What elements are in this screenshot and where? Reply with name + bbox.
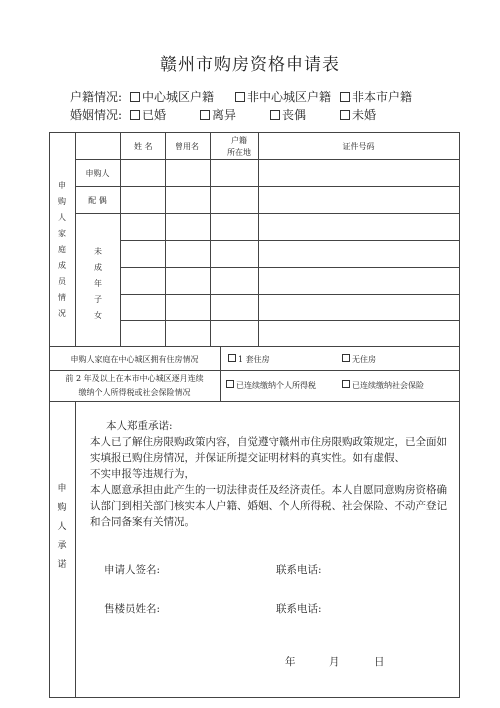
row-children: 未成年子女 [94,247,102,320]
pledge-line-6: 和合同备案有关情况。 [90,516,195,528]
seller-phone-label: 联系电话: [276,603,322,615]
marriage-option-widowed[interactable]: 丧偶 [270,106,306,123]
tax-label-line1: 前 2 年及以上在本市中心城区逐月连续 [65,374,204,383]
marriage-label: 婚姻情况: [70,108,123,122]
checkbox-icon [340,110,350,120]
date-year-label: 年 [285,656,296,668]
members-side-label: 申购人家庭成员情况 [58,181,66,318]
row-spouse: 配 偶 [88,196,107,205]
pledge-line-4: 本人愿意承担由此产生的一切法律责任及经济责任。本人自愿同意购房资格确 [90,484,447,496]
checkbox-icon [130,92,140,102]
pledge-heading: 本人郑重承诺: [106,420,173,432]
pledge-line-3: 不实申报等违规行为， [90,468,195,480]
checkbox-icon [270,110,280,120]
checkbox-icon [130,110,140,120]
applicant-signature-field[interactable] [168,558,258,576]
housing-option-none[interactable]: 无住房 [342,354,376,365]
housing-option-one[interactable]: 1 套住房 [228,354,270,365]
household-option-nonlocal[interactable]: 非本市户籍 [340,88,412,105]
date-month-label: 月 [329,656,340,668]
header-name: 姓 名 [134,142,153,151]
marriage-option-single[interactable]: 未婚 [340,106,376,123]
spouse-id-cell[interactable] [259,187,459,213]
pledge-side-label: 申购人承诺 [57,484,67,570]
household-option-noncentral[interactable]: 非中心城区户籍 [235,88,331,105]
form-title: 赣州市购房资格申请表 [160,55,340,75]
header-hukou-line2: 所在地 [227,148,251,157]
spouse-name-cell[interactable] [121,187,165,213]
household-label: 户籍情况: [70,90,123,104]
seller-name-field[interactable] [168,597,258,615]
checkbox-icon [228,354,236,362]
applicant-id-cell[interactable] [259,160,459,186]
seller-name-label: 售楼员姓名: [104,603,161,615]
checkbox-icon [235,92,245,102]
tax-option-insurance[interactable]: 已连续缴纳社会保险 [342,380,424,391]
applicant-phone-field[interactable] [330,558,440,576]
row-applicant: 申购人 [85,169,110,178]
applicant-name-cell[interactable] [121,160,165,186]
checkbox-icon [226,380,234,388]
applicant-phone-label: 联系电话: [276,564,322,576]
header-former-name: 曾用名 [175,142,199,151]
tax-option-income[interactable]: 已连续缴纳个人所得税 [226,380,316,391]
date-day-label: 日 [374,656,385,668]
header-id-number: 证件号码 [342,142,375,151]
checkbox-icon [200,110,210,120]
tax-label-line2: 缴纳个人所得税或社会保险情况 [78,388,191,397]
pledge-line-2: 实填报已购住房情况，并保证所提交证明材料的真实性。如有虚假、 [90,452,405,464]
pledge-line-1: 本人已了解住房限购政策内容，自觉遵守赣州市住房限购政策规定，已全面如 [90,436,447,448]
seller-phone-field[interactable] [330,597,440,615]
marriage-option-married[interactable]: 已婚 [130,106,166,123]
checkbox-icon [342,380,350,388]
household-option-central[interactable]: 中心城区户籍 [130,88,214,105]
checkbox-icon [342,354,350,362]
pledge-line-5: 认部门到相关部门核实本人户籍、婚姻、个人所得税、社会保险、不动产登记 [90,500,447,512]
housing-label: 申购人家庭在中心城区拥有住房情况 [70,355,199,364]
applicant-signature-label: 申请人签名: [104,564,161,576]
marriage-option-divorced[interactable]: 离异 [200,106,236,123]
header-hukou-line1: 户籍 [231,136,247,145]
checkbox-icon [340,92,350,102]
